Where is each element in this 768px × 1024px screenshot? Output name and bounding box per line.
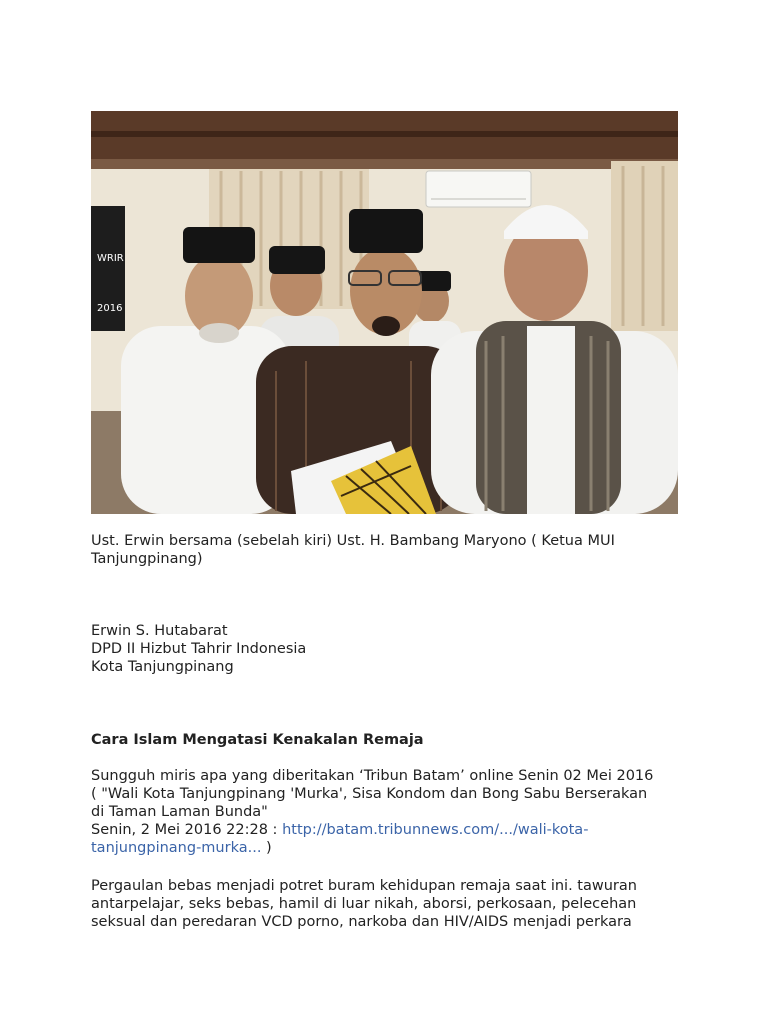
photo-caption: [91, 532, 691, 568]
author-city: Kota Tanjungpinang: [91, 659, 234, 675]
paragraph-line-1: Pergaulan bebas menjadi potret buram kehidupan remaja saat ini. tawuran: [91, 878, 637, 894]
closing-paren: ): [261, 840, 272, 856]
intro-line-4: [91, 821, 691, 839]
author-organization: DPD II Hizbut Tahrir Indonesia: [91, 641, 307, 657]
author-block: [91, 622, 691, 676]
intro-line-3: di Taman Laman Bunda": [91, 804, 268, 820]
intro-line-2: ( "Wali Kota Tanjungpinang 'Murka', Sisa Kondom dan Bong Sabu Berserakan: [91, 786, 648, 802]
article-title: Cara Islam Mengatasi Kenakalan Remaja: [91, 732, 424, 748]
caption-line-2: Tanjungpinang): [91, 551, 203, 567]
author-name: Erwin S. Hutabarat: [91, 623, 228, 639]
article-paragraph: [91, 877, 691, 931]
paragraph-line-3: seksual dan peredaran VCD porno, narkoba dan HIV/AIDS menjadi perkara: [91, 914, 632, 930]
source-link-continued[interactable]: tanjungpinang-murka...: [91, 840, 262, 856]
date-text: Senin, 2 Mei 2016 22:28 :: [91, 822, 283, 838]
intro-line-5: [91, 839, 691, 857]
article-intro: [91, 767, 691, 857]
article-photo: [91, 111, 678, 514]
svg-text:WRIR: WRIR: [97, 253, 124, 264]
paragraph-line-2: antarpelajar, seks bebas, hamil di luar nikah, aborsi, perkosaan, pelecehan: [91, 896, 637, 912]
svg-text:2016: 2016: [97, 303, 123, 314]
caption-line-1: Ust. Erwin bersama (sebelah kiri) Ust. H. Bambang Maryono ( Ketua MUI: [91, 533, 615, 549]
source-link[interactable]: http://batam.tribunnews.com/.../wali-kota-: [282, 822, 589, 838]
intro-line-1: Sungguh miris apa yang diberitakan ‘Tribun Batam’ online Senin 02 Mei 2016: [91, 768, 654, 784]
